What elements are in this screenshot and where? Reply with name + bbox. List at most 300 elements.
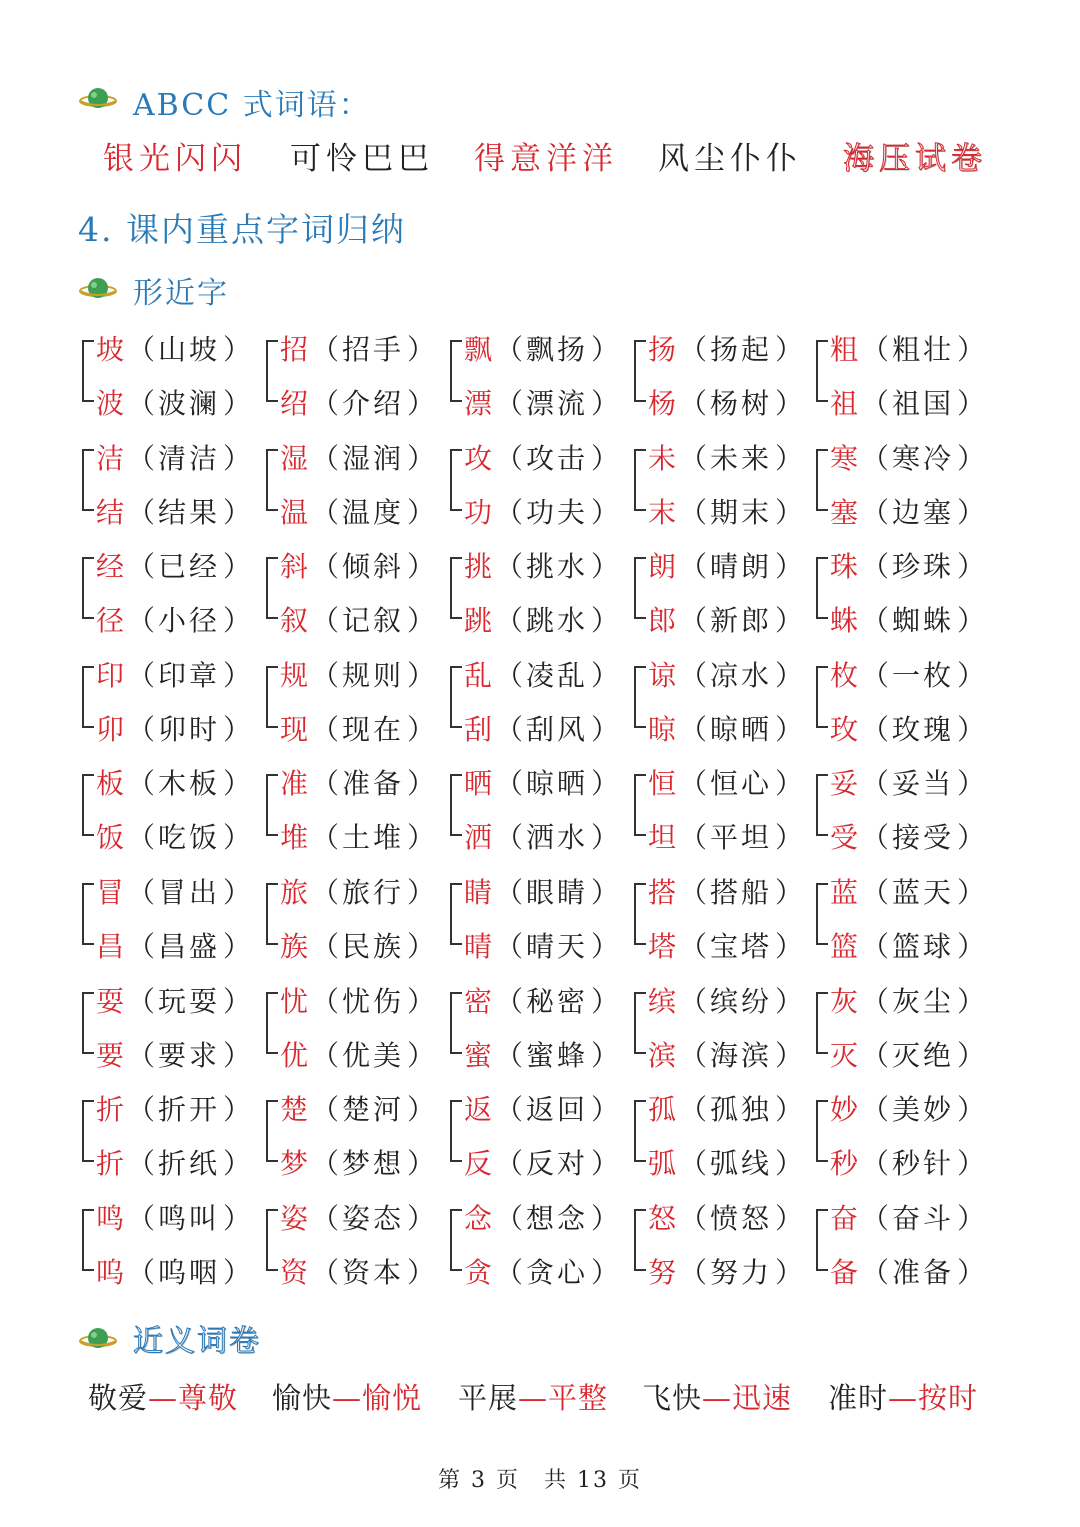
example-word: 结果	[158, 495, 221, 529]
xingjinzi-pair	[450, 328, 630, 438]
example-word: 灰尘	[892, 984, 955, 1018]
paren: （	[679, 604, 708, 638]
target-character: 斜	[280, 550, 309, 584]
example-word: 山坡	[158, 333, 221, 366]
paren: （	[861, 930, 890, 963]
planet-icon	[78, 276, 118, 302]
synonym-pair	[272, 1376, 422, 1417]
example-word: 攻击	[526, 441, 589, 475]
target-character: 蜜	[464, 1038, 493, 1072]
example-word: 折开	[158, 1093, 221, 1127]
paren: （	[495, 333, 524, 366]
synonym-pair	[828, 1376, 978, 1417]
example-word: 准备	[342, 767, 405, 801]
xingjinzi-line	[280, 1088, 438, 1128]
abcc-heading: ABCC 式词语：	[133, 88, 371, 123]
xingjinzi-line	[830, 599, 988, 639]
paren: （	[861, 1201, 890, 1235]
example-word: 梦想	[342, 1147, 405, 1181]
example-word: 贪心	[526, 1255, 589, 1289]
paren: ）	[223, 1038, 252, 1072]
target-character: 径	[96, 604, 125, 638]
paren: ）	[223, 387, 252, 420]
paren: （	[861, 984, 890, 1018]
paren: ）	[775, 1093, 804, 1127]
xingjinzi-pair	[266, 545, 446, 655]
paren: ）	[957, 876, 986, 909]
xingjinzi-pair	[82, 545, 262, 655]
bracket	[816, 449, 828, 511]
paren: ）	[775, 387, 804, 420]
target-character: 耍	[96, 984, 125, 1018]
target-character: 漂	[464, 387, 493, 420]
bracket	[82, 992, 94, 1054]
paren: （	[861, 1147, 890, 1181]
paren: （	[311, 1093, 340, 1127]
target-character: 末	[648, 495, 677, 529]
xingjinzi-pair	[450, 762, 630, 872]
target-character: 朗	[648, 550, 677, 584]
synonym-answer: 迅速	[732, 1381, 793, 1415]
paren: ）	[775, 441, 804, 475]
target-character: 塔	[648, 930, 677, 963]
example-word: 接受	[892, 821, 955, 855]
target-character: 祖	[830, 387, 859, 420]
paren: ）	[591, 441, 620, 475]
xingjinzi-pair	[634, 1088, 814, 1198]
xingjinzi-line	[464, 599, 622, 639]
example-word: 冒出	[158, 876, 221, 909]
xingjinzi-line	[464, 762, 622, 802]
xingjinzi-line	[830, 871, 988, 911]
example-word: 秘密	[526, 984, 589, 1018]
planet-icon	[78, 86, 118, 112]
paren: （	[495, 767, 524, 801]
paren: （	[311, 767, 340, 801]
bracket	[266, 666, 278, 728]
example-word: 晾晒	[526, 767, 589, 801]
xingjinzi-line	[464, 437, 622, 477]
paren: （	[495, 930, 524, 963]
example-word: 印章	[158, 658, 221, 692]
target-character: 恒	[648, 767, 677, 801]
bracket	[266, 774, 278, 836]
example-word: 晾晒	[710, 712, 773, 746]
target-character: 妥	[830, 767, 859, 801]
target-character: 郎	[648, 604, 677, 638]
bracket	[266, 340, 278, 402]
xingjinzi-line	[96, 708, 254, 748]
xingjinzi-pair	[82, 762, 262, 872]
synonym-pair	[88, 1376, 238, 1417]
paren: ）	[407, 821, 436, 855]
bracket	[82, 774, 94, 836]
paren: （	[127, 1201, 156, 1235]
xingjinzi-pair	[816, 654, 996, 764]
target-character: 弧	[648, 1147, 677, 1181]
xingjinzi-line	[830, 1197, 988, 1237]
target-character: 刮	[464, 712, 493, 746]
example-word: 吃饭	[158, 821, 221, 855]
xingjinzi-pair	[450, 437, 630, 547]
xingjinzi-pair	[450, 980, 630, 1090]
xingjinzi-line	[648, 1251, 806, 1291]
target-character: 印	[96, 658, 125, 692]
xingjinzi-pair	[450, 654, 630, 764]
xingjinzi-pair	[634, 871, 814, 981]
xingjinzi-line	[96, 1251, 254, 1291]
xingjinzi-line	[464, 1088, 622, 1128]
bracket	[266, 1209, 278, 1271]
target-character: 缤	[648, 984, 677, 1018]
bracket	[82, 666, 94, 728]
paren: ）	[223, 876, 252, 909]
xingjinzi-line	[464, 328, 622, 368]
paren: （	[127, 930, 156, 963]
paren: （	[311, 1201, 340, 1235]
paren: （	[861, 767, 890, 801]
paren: （	[127, 550, 156, 584]
example-word: 搭船	[710, 876, 773, 909]
paren: （	[495, 1093, 524, 1127]
xingjinzi-line	[96, 382, 254, 422]
example-word: 愤怒	[710, 1201, 773, 1235]
example-word: 湿润	[342, 441, 405, 475]
xingjinzi-pair	[82, 980, 262, 1090]
xingjinzi-line	[648, 1197, 806, 1237]
target-character: 杨	[648, 387, 677, 420]
example-word: 凉水	[710, 658, 773, 692]
paren: （	[495, 1038, 524, 1072]
paren: ）	[407, 1201, 436, 1235]
xingjinzi-pair	[82, 654, 262, 764]
paren: ）	[223, 495, 252, 529]
target-character: 湿	[280, 441, 309, 475]
paren: ）	[223, 1093, 252, 1127]
paren: （	[495, 658, 524, 692]
bracket	[634, 666, 646, 728]
bracket	[82, 449, 94, 511]
xingjinzi-pair	[82, 437, 262, 547]
xingjinzi-pair	[82, 1197, 262, 1307]
paren: （	[679, 930, 708, 963]
target-character: 坦	[648, 821, 677, 855]
target-character: 饭	[96, 821, 125, 855]
target-character: 姿	[280, 1201, 309, 1235]
target-character: 灭	[830, 1038, 859, 1072]
xingjinzi-line	[648, 1088, 806, 1128]
target-character: 孤	[648, 1093, 677, 1127]
target-character: 寒	[830, 441, 859, 475]
example-word: 土堆	[342, 821, 405, 855]
paren: ）	[591, 821, 620, 855]
target-character: 招	[280, 333, 309, 366]
paren: ）	[957, 1255, 986, 1289]
xingjinzi-line	[280, 980, 438, 1020]
example-word: 弧线	[710, 1147, 773, 1181]
paren: ）	[223, 930, 252, 963]
paren: （	[311, 495, 340, 529]
xingjinzi-line	[648, 654, 806, 694]
bracket	[82, 883, 94, 945]
example-word: 小径	[158, 604, 221, 638]
paren: ）	[957, 441, 986, 475]
bracket	[634, 883, 646, 945]
paren: （	[679, 658, 708, 692]
bracket	[634, 1100, 646, 1162]
target-character: 板	[96, 767, 125, 801]
paren: ）	[591, 984, 620, 1018]
dash: —	[888, 1381, 919, 1415]
paren: （	[311, 930, 340, 963]
xingjinzi-line	[830, 1034, 988, 1074]
abcc-word: 银光闪闪	[103, 141, 247, 177]
target-character: 秒	[830, 1147, 859, 1181]
paren: ）	[407, 930, 436, 963]
xingjinzi-line	[648, 328, 806, 368]
xingjinzi-pair	[266, 980, 446, 1090]
xingjinzi-pair	[634, 654, 814, 764]
paren: ）	[775, 658, 804, 692]
example-word: 珍珠	[892, 550, 955, 584]
paren: （	[127, 876, 156, 909]
target-character: 备	[830, 1255, 859, 1289]
example-word: 介绍	[342, 387, 405, 420]
paren: （	[679, 1255, 708, 1289]
example-word: 玫瑰	[892, 712, 955, 746]
synonym-word: 平展	[458, 1381, 519, 1415]
example-word: 缤纷	[710, 984, 773, 1018]
example-word: 期末	[710, 495, 773, 529]
xingjinzi-pair	[816, 1197, 996, 1307]
xingjinzi-line	[280, 545, 438, 585]
paren: （	[311, 876, 340, 909]
paren: ）	[957, 930, 986, 963]
paren: ）	[957, 1093, 986, 1127]
xingjinzi-line	[464, 980, 622, 1020]
bracket	[816, 1100, 828, 1162]
paren: （	[861, 550, 890, 584]
target-character: 搭	[648, 876, 677, 909]
target-character: 洒	[464, 821, 493, 855]
abcc-word: 得意洋洋	[474, 141, 618, 177]
synonym-answer: 愉悦	[362, 1381, 423, 1415]
example-word: 蓝天	[892, 876, 955, 909]
target-character: 现	[280, 712, 309, 746]
target-character: 楚	[280, 1093, 309, 1127]
example-word: 孤独	[710, 1093, 773, 1127]
xingjinzi-pair	[816, 545, 996, 655]
paren: ）	[957, 1038, 986, 1072]
paren: ）	[775, 1201, 804, 1235]
target-character: 珠	[830, 550, 859, 584]
target-character: 奋	[830, 1201, 859, 1235]
xingjinzi-line	[280, 708, 438, 748]
target-character: 洁	[96, 441, 125, 475]
example-word: 扬起	[710, 333, 773, 366]
xingjinzi-line	[96, 491, 254, 531]
xingjinzi-line	[464, 654, 622, 694]
paren: ）	[591, 1255, 620, 1289]
watermark-stamp: 海压试卷	[843, 141, 987, 177]
example-word: 现在	[342, 712, 405, 746]
paren: （	[679, 876, 708, 909]
xingjinzi-line	[464, 1197, 622, 1237]
paren: （	[679, 1093, 708, 1127]
paren: （	[311, 984, 340, 1018]
example-word: 刮风	[526, 712, 589, 746]
target-character: 冒	[96, 876, 125, 909]
xingjinzi-pair	[450, 545, 630, 655]
paren: （	[679, 767, 708, 801]
paren: （	[861, 1255, 890, 1289]
paren: ）	[407, 1093, 436, 1127]
paren: （	[861, 333, 890, 366]
paren: ）	[591, 1093, 620, 1127]
paren: （	[861, 1038, 890, 1072]
paren: （	[127, 604, 156, 638]
bracket	[266, 992, 278, 1054]
xingjinzi-line	[280, 816, 438, 856]
paren: （	[311, 441, 340, 475]
xingjinzi-pair	[450, 1197, 630, 1307]
paren: ）	[957, 604, 986, 638]
xingjinzi-pair	[82, 871, 262, 981]
paren: （	[127, 767, 156, 801]
xingjinzi-line	[96, 1197, 254, 1237]
paren: （	[861, 441, 890, 475]
xingjinzi-pair	[634, 980, 814, 1090]
paren: （	[127, 1255, 156, 1289]
example-word: 恒心	[710, 767, 773, 801]
synonym-pair	[642, 1376, 792, 1417]
target-character: 受	[830, 821, 859, 855]
example-word: 美妙	[892, 1093, 955, 1127]
paren: ）	[957, 1201, 986, 1235]
target-character: 昌	[96, 930, 125, 963]
paren: （	[495, 1255, 524, 1289]
example-word: 一枚	[892, 658, 955, 692]
xingjinzi-line	[464, 816, 622, 856]
paren: （	[127, 821, 156, 855]
bracket	[82, 340, 94, 402]
paren: （	[861, 495, 890, 529]
example-word: 准备	[892, 1255, 955, 1289]
paren: ）	[407, 712, 436, 746]
paren: ）	[775, 333, 804, 366]
example-word: 凌乱	[526, 658, 589, 692]
synonym-answer: 尊敬	[178, 1381, 239, 1415]
paren: ）	[775, 1038, 804, 1072]
xingjinzi-pair	[266, 328, 446, 438]
paren: （	[679, 821, 708, 855]
target-character: 结	[96, 495, 125, 529]
example-word: 晴朗	[710, 550, 773, 584]
bracket	[634, 1209, 646, 1271]
example-word: 已经	[158, 550, 221, 584]
xingjinzi-pair	[634, 1197, 814, 1307]
target-character: 折	[96, 1147, 125, 1181]
bracket	[816, 340, 828, 402]
target-character: 枚	[830, 658, 859, 692]
bracket	[450, 883, 462, 945]
paren: （	[861, 387, 890, 420]
paren: （	[495, 712, 524, 746]
xingjinzi-line	[96, 654, 254, 694]
xingjinzi-line	[280, 654, 438, 694]
paren: （	[495, 550, 524, 584]
dash: —	[518, 1381, 549, 1415]
target-character: 资	[280, 1255, 309, 1289]
xingjinzi-line	[280, 871, 438, 911]
paren: ）	[775, 604, 804, 638]
paren: （	[495, 876, 524, 909]
paren: ）	[407, 876, 436, 909]
paren: （	[311, 1255, 340, 1289]
xingjinzi-line	[648, 1142, 806, 1182]
target-character: 跳	[464, 604, 493, 638]
paren: ）	[591, 767, 620, 801]
paren: （	[127, 712, 156, 746]
bracket	[450, 449, 462, 511]
paren: ）	[591, 712, 620, 746]
target-character: 坡	[96, 333, 125, 366]
paren: （	[127, 387, 156, 420]
target-character: 晒	[464, 767, 493, 801]
example-word: 优美	[342, 1038, 405, 1072]
xingjinzi-line	[464, 545, 622, 585]
bracket	[450, 557, 462, 619]
paren: （	[127, 984, 156, 1018]
bracket	[450, 774, 462, 836]
target-character: 折	[96, 1093, 125, 1127]
example-word: 玩耍	[158, 984, 221, 1018]
paren: （	[311, 333, 340, 366]
paren: ）	[223, 1201, 252, 1235]
paren: ）	[775, 930, 804, 963]
example-word: 木板	[158, 767, 221, 801]
paren: ）	[775, 550, 804, 584]
example-word: 漂流	[526, 387, 589, 420]
target-character: 篮	[830, 930, 859, 963]
target-character: 梦	[280, 1147, 309, 1181]
xingjinzi-line	[280, 1142, 438, 1182]
target-character: 滨	[648, 1038, 677, 1072]
xingjinzi-line	[830, 708, 988, 748]
paren: （	[495, 387, 524, 420]
example-word: 返回	[526, 1093, 589, 1127]
example-word: 平坦	[710, 821, 773, 855]
xingjinzi-line	[96, 1088, 254, 1128]
paren: ）	[775, 876, 804, 909]
xingjinzi-line	[648, 1034, 806, 1074]
dash: —	[148, 1381, 179, 1415]
example-word: 忧伤	[342, 984, 405, 1018]
abcc-word: 风尘仆仆	[658, 141, 802, 177]
paren: ）	[223, 1255, 252, 1289]
paren: ）	[223, 984, 252, 1018]
paren: （	[861, 604, 890, 638]
paren: （	[495, 821, 524, 855]
xingjinzi-line	[464, 1142, 622, 1182]
xingjinzi-line	[830, 1142, 988, 1182]
paren: ）	[957, 767, 986, 801]
example-word: 跳水	[526, 604, 589, 638]
target-character: 忧	[280, 984, 309, 1018]
paren: ）	[957, 658, 986, 692]
synonym-word: 准时	[828, 1381, 889, 1415]
target-character: 乱	[464, 658, 493, 692]
